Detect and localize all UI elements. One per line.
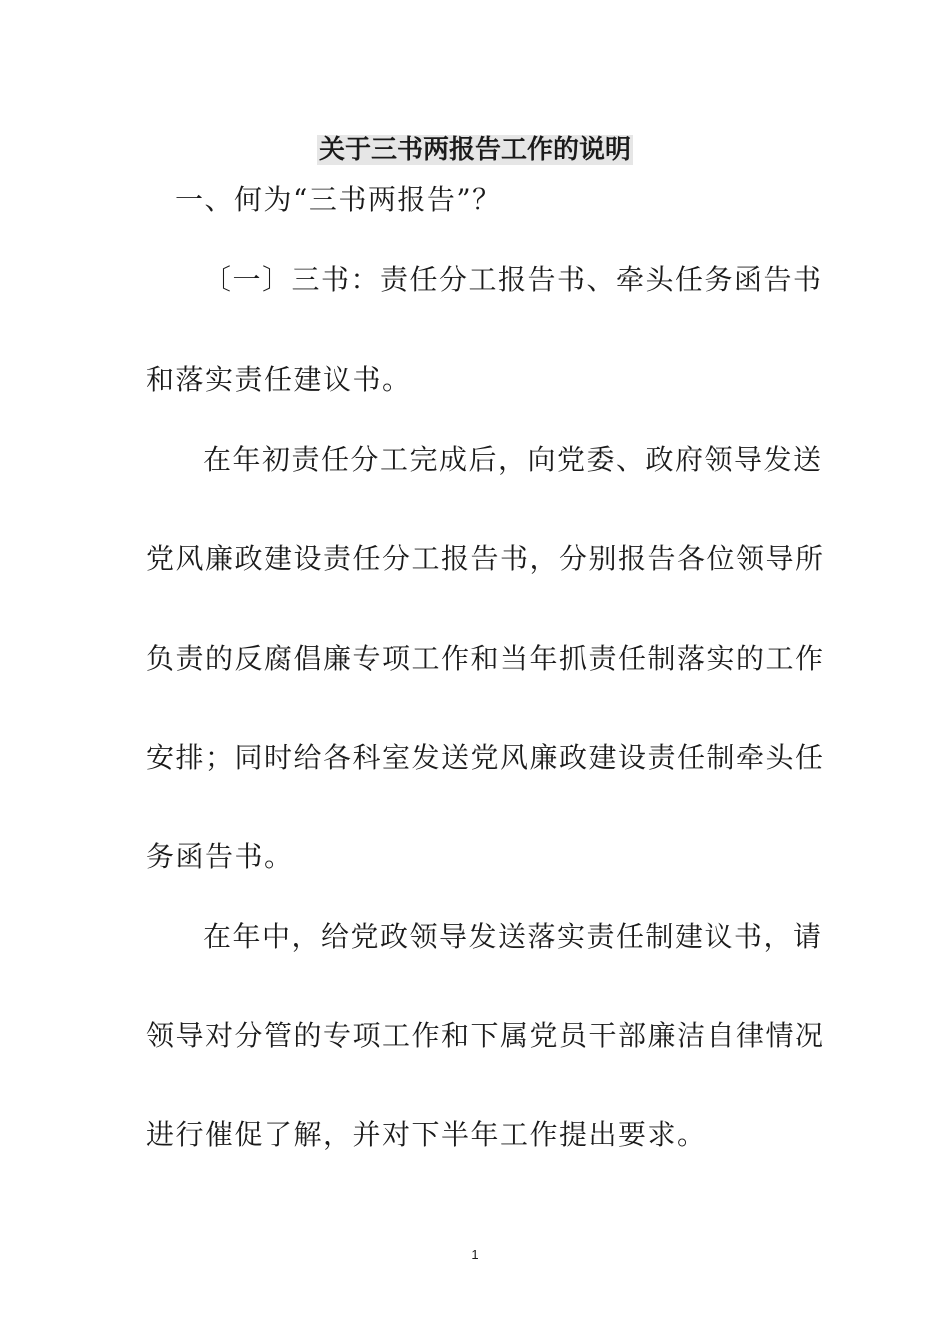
paragraph-3-line-2: 领导对分管的专项工作和下属党员干部廉洁自律情况 [146,1019,825,1052]
document-title-text: 关于三书两报告工作的说明 [318,135,631,165]
paragraph-3-line-1: 在年中，给党政领导发送落实责任制建议书，请 [203,920,823,953]
paragraph-2-line-5: 务函告书。 [146,840,294,873]
page-number: 1 [471,1247,479,1262]
document-title [0,132,950,168]
paragraph-2-line-3: 负责的反腐倡廉专项工作和当年抓责任制落实的工作 [146,642,825,675]
paragraph-1-line-1: 〔一〕三书：责任分工报告书、牵头任务函告书 [203,263,823,296]
paragraph-3-line-3: 进行催促了解，并对下半年工作提出要求。 [146,1118,707,1151]
paragraph-2-line-2: 党风廉政建设责任分工报告书，分别报告各位领导所 [146,542,825,575]
paragraph-1-line-2: 和落实责任建议书。 [146,363,412,396]
paragraph-2-line-4: 安排；同时给各科室发送党风廉政建设责任制牵头任 [146,741,825,774]
paragraph-2-line-1: 在年初责任分工完成后，向党委、政府领导发送 [203,443,823,476]
section-heading: 一、何为“三书两报告”？ [175,183,502,216]
